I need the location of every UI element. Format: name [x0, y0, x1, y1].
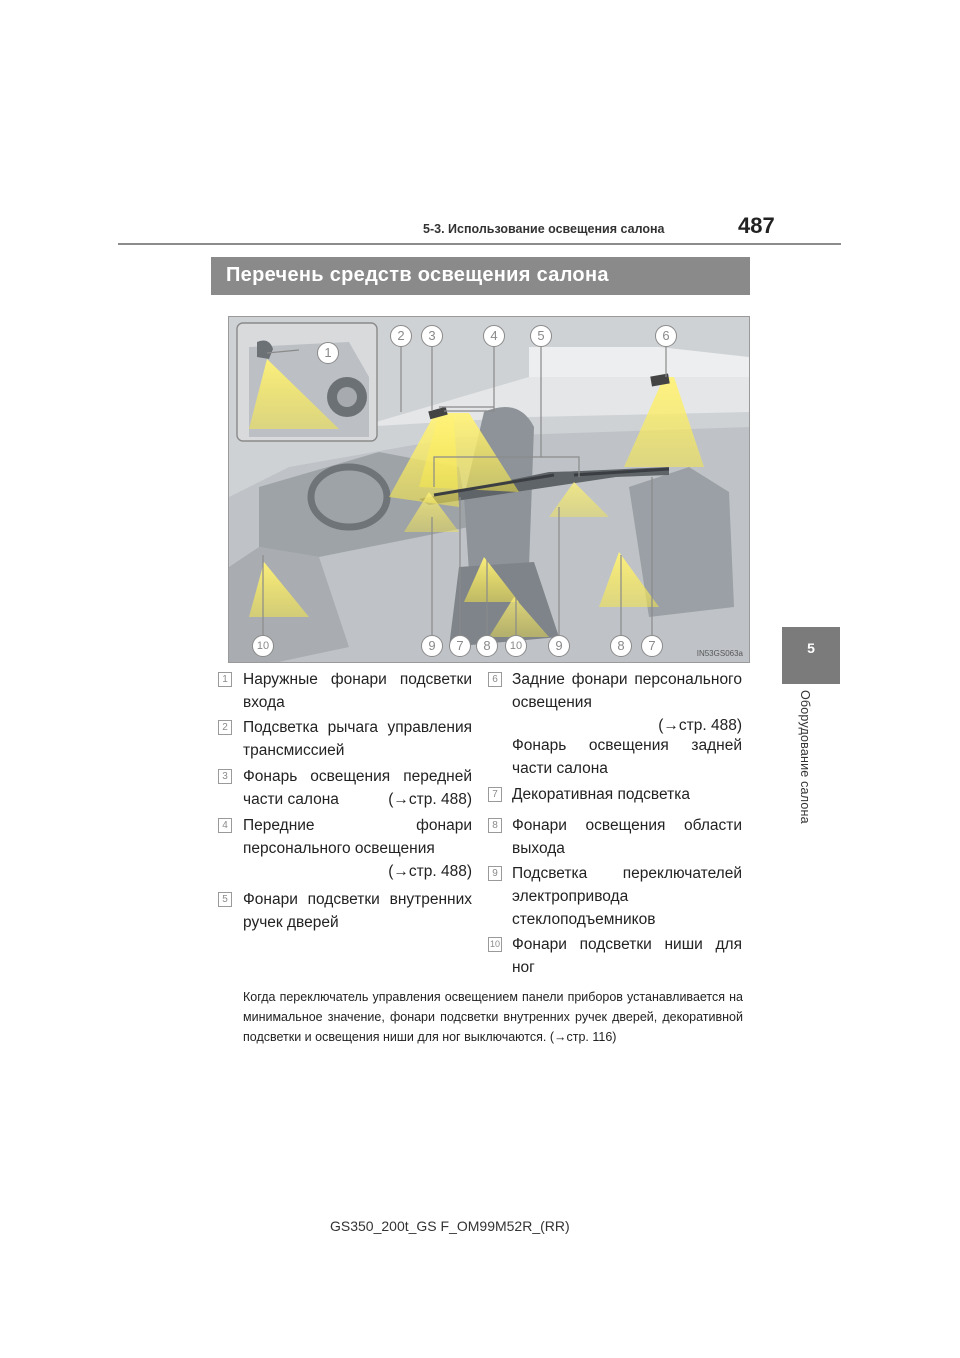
- chapter-tab-number: 5: [807, 640, 815, 656]
- legend-text-1: Наружные фонари подсветки входа: [243, 671, 472, 711]
- callout-8-left: 8: [476, 635, 498, 657]
- legend-num-9: 9: [488, 866, 502, 881]
- legend-extra-6: Фонарь освещения задней части салона: [512, 737, 742, 777]
- callout-1: 1: [317, 342, 339, 364]
- legend-ref-6: (→стр. 488): [658, 717, 742, 734]
- legend-text-7: Декоративная подсветка: [512, 786, 690, 803]
- legend-text-10: Фонари подсветки ниши для ног: [512, 936, 742, 976]
- legend-num-8: 8: [488, 818, 502, 833]
- callout-10-left: 10: [252, 635, 274, 657]
- legend-num-6: 6: [488, 672, 502, 687]
- callout-2: 2: [390, 325, 412, 347]
- note-paragraph: Когда переключатель управления освещением панели приборов устанавливается на минимальное значение, фонари подсветки внутренних ручек дверей, декоративной подсветки и освещения ниши для ног выключаются. (→стр. 116): [243, 990, 743, 1044]
- callout-3: 3: [421, 325, 443, 347]
- interior-lights-diagram: [228, 316, 750, 663]
- legend-num-7: 7: [488, 787, 502, 802]
- callout-9-left: 9: [421, 635, 443, 657]
- legend-num-5: 5: [218, 892, 232, 907]
- legend-num-3: 3: [218, 769, 232, 784]
- legend-ref-3: (→стр. 488): [388, 791, 472, 808]
- legend-text-3: Фонарь освещения передней части салона: [243, 768, 472, 808]
- diagram-code: IN53GS063a: [696, 649, 743, 658]
- callout-7-left: 7: [449, 635, 471, 657]
- callout-9-right: 9: [548, 635, 570, 657]
- legend-text-8: Фонари освещения области выхода: [512, 817, 742, 857]
- legend-text-4: Передние фонари персонального освещения: [243, 817, 472, 857]
- legend-ref-4: (→стр. 488): [388, 863, 472, 880]
- legend-text-5: Фонари подсветки внутренних ручек дверей: [243, 891, 472, 931]
- callout-6: 6: [655, 325, 677, 347]
- legend-text-6: Задние фонари персонального освещения: [512, 671, 742, 711]
- callout-8-right: 8: [610, 635, 632, 657]
- legend-text-2: Подсветка рычага управления трансмиссией: [243, 719, 472, 759]
- callout-5: 5: [530, 325, 552, 347]
- chapter-tab-label: Оборудование салона: [798, 690, 812, 824]
- legend-text-9: Подсветка переключателей электропривода стеклоподъемников: [512, 865, 742, 928]
- section-header: 5-3. Использование освещения салона: [423, 222, 665, 236]
- car-interior-illustration: [229, 317, 750, 663]
- header-rule: [118, 243, 841, 245]
- legend-num-1: 1: [218, 672, 232, 687]
- legend-num-2: 2: [218, 720, 232, 735]
- callout-7-right: 7: [641, 635, 663, 657]
- footer-doc-code: GS350_200t_GS F_OM99M52R_(RR): [330, 1218, 570, 1234]
- legend-num-4: 4: [218, 818, 232, 833]
- section-title: Перечень средств освещения салона: [226, 264, 609, 286]
- callout-10-right: 10: [505, 635, 527, 657]
- legend-num-10: 10: [488, 937, 502, 952]
- callout-4: 4: [483, 325, 505, 347]
- page-number: 487: [738, 213, 775, 238]
